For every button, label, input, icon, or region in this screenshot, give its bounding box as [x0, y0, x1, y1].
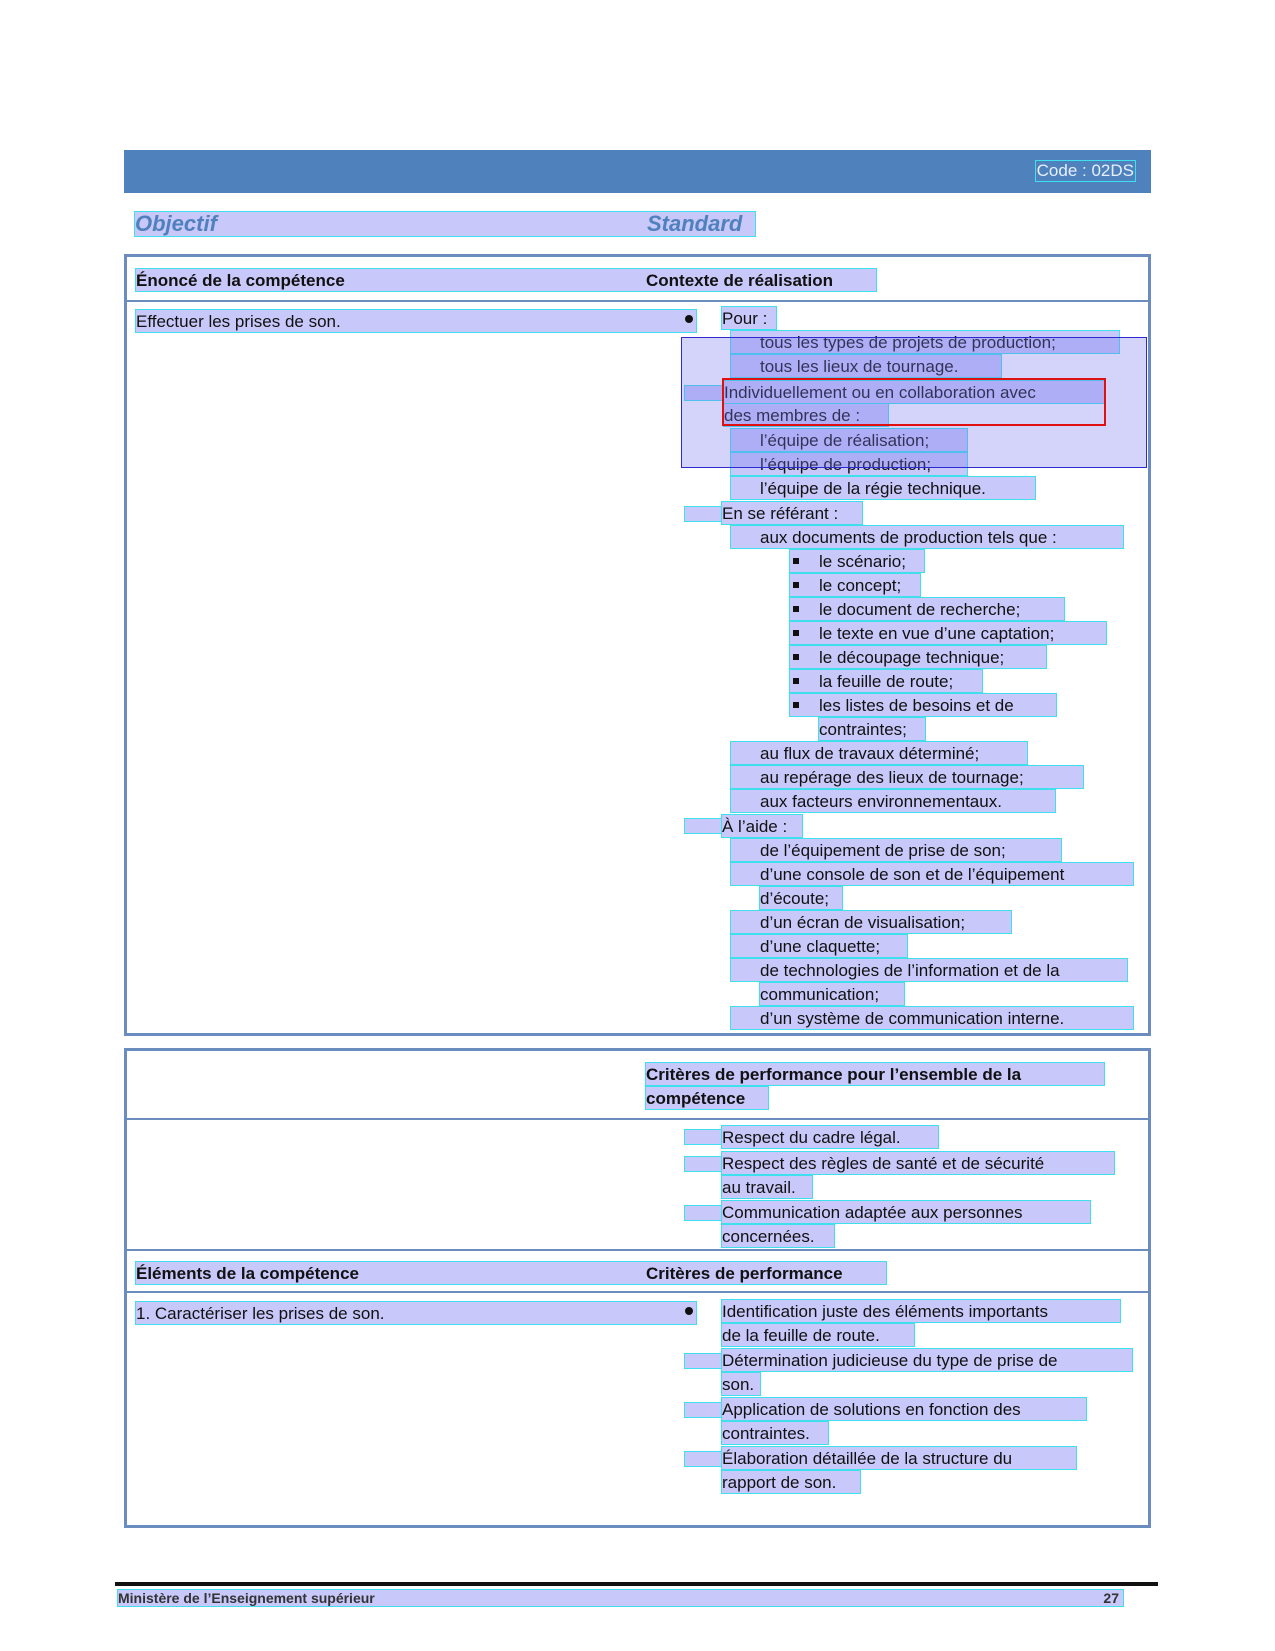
indiv-line1: Individuellement ou en collaboration avec [724, 381, 1104, 403]
ref-item: au repérage des lieux de tournage; [731, 766, 1083, 788]
square-bullet-icon [793, 678, 799, 684]
criterion-cont: de la feuille de route. [722, 1324, 914, 1346]
criterion: Détermination judicieuse du type de prise de [722, 1349, 1132, 1371]
footer-ministry: Ministère de l’Enseignement supérieur [118, 1590, 375, 1606]
indiv-item: l’équipe de production; [731, 453, 967, 475]
contexte-title: Contexte de réalisation [646, 271, 834, 290]
code-label: Code : 02DS [1036, 161, 1134, 180]
ensemble-criterion-cont: concernées. [722, 1225, 834, 1247]
elements-title: Éléments de la compétence [136, 1264, 359, 1283]
criteres-title: Critères de performance [646, 1264, 843, 1283]
section2-header-row [136, 1262, 886, 1284]
square-bullet-icon [793, 702, 799, 708]
indiv-line2: des membres de : [724, 404, 888, 426]
aide-label: À l’aide : [722, 815, 802, 837]
table-divider [127, 300, 1148, 302]
square-bullet-icon [793, 582, 799, 588]
doc-item: le texte en vue d’une captation; [790, 622, 1106, 644]
ref-item: aux facteurs environnementaux. [731, 790, 1055, 812]
bullet-icon [685, 1452, 725, 1466]
table-divider [127, 1118, 1148, 1120]
aide-item: d’une console de son et de l’équipement [731, 863, 1133, 885]
footer-bar [118, 1590, 1123, 1606]
highlight-box [724, 380, 1104, 424]
pour-label: Pour : [722, 307, 776, 329]
aide-item: de l’équipement de prise de son; [731, 839, 1061, 861]
doc-item-cont: contraintes; [819, 718, 925, 740]
doc-item: la feuille de route; [790, 670, 982, 692]
page-number: 27 [1103, 1590, 1119, 1606]
aide-item-cont: d’écoute; [760, 887, 842, 909]
square-bullet-icon [793, 606, 799, 612]
table-divider [127, 1249, 1148, 1251]
enonce-title: Énoncé de la compétence [136, 271, 345, 290]
aide-item: d’une claquette; [731, 935, 907, 957]
doc-item: le scénario; [790, 550, 924, 572]
enonce-text: Effectuer les prises de son. [136, 310, 696, 332]
bullet-icon [685, 1403, 725, 1417]
square-bullet-icon [793, 654, 799, 660]
ref-item: au flux de travaux déterminé; [731, 742, 1027, 764]
doc-item: le concept; [790, 574, 920, 596]
criterion: Élaboration détaillée de la structure du [722, 1447, 1076, 1469]
header-band [124, 150, 1151, 193]
criterion: Identification juste des éléments importants [722, 1300, 1120, 1322]
objectif-heading-bar [135, 212, 755, 236]
bullet-icon [685, 315, 693, 323]
aide-item: d’un système de communication interne. [731, 1007, 1133, 1029]
bullet-icon [685, 507, 725, 521]
indiv-item: l’équipe de réalisation; [731, 429, 967, 451]
pour-item: tous les lieux de tournage. [731, 355, 1001, 377]
criterion-cont: rapport de son. [722, 1471, 860, 1493]
indiv-item: l’équipe de la régie technique. [731, 477, 1035, 499]
ensemble-criterion-cont: au travail. [722, 1176, 812, 1198]
objectif-heading: Objectif [135, 211, 217, 236]
standard-heading: Standard [647, 211, 743, 236]
criterion-cont: contraintes. [722, 1422, 828, 1444]
docs-label: aux documents de production tels que : [731, 526, 1123, 548]
ensemble-title-cont: compétence [646, 1087, 768, 1109]
criterion-cont: son. [722, 1373, 760, 1395]
bullet-icon [685, 819, 725, 833]
section1-header-row [136, 269, 876, 291]
aide-item: d’un écran de visualisation; [731, 911, 1011, 933]
ensemble-criterion: Respect du cadre légal. [722, 1126, 938, 1148]
bullet-icon [685, 1157, 725, 1171]
footer-rule [115, 1582, 1158, 1586]
element-item: 1. Caractériser les prises de son. [136, 1302, 696, 1324]
bullet-icon [685, 1130, 725, 1144]
bullet-icon [685, 1206, 725, 1220]
square-bullet-icon [793, 630, 799, 636]
doc-item: les listes de besoins et de [790, 694, 1056, 716]
aide-item-cont: communication; [760, 983, 904, 1005]
ensemble-criterion: Communication adaptée aux personnes [722, 1201, 1090, 1223]
doc-item: le découpage technique; [790, 646, 1046, 668]
doc-item: le document de recherche; [790, 598, 1064, 620]
aide-item: de technologies de l’information et de la [731, 959, 1127, 981]
criterion: Application de solutions en fonction des [722, 1398, 1086, 1420]
pour-item: tous les types de projets de production; [731, 331, 1119, 353]
bullet-icon [685, 1354, 725, 1368]
referant-label: En se référant : [722, 502, 862, 524]
ensemble-title: Critères de performance pour l’ensemble de la [646, 1063, 1104, 1085]
bullet-icon [685, 1307, 693, 1315]
table-divider [127, 1291, 1148, 1293]
ensemble-criterion: Respect des règles de santé et de sécurité [722, 1152, 1114, 1174]
square-bullet-icon [793, 558, 799, 564]
